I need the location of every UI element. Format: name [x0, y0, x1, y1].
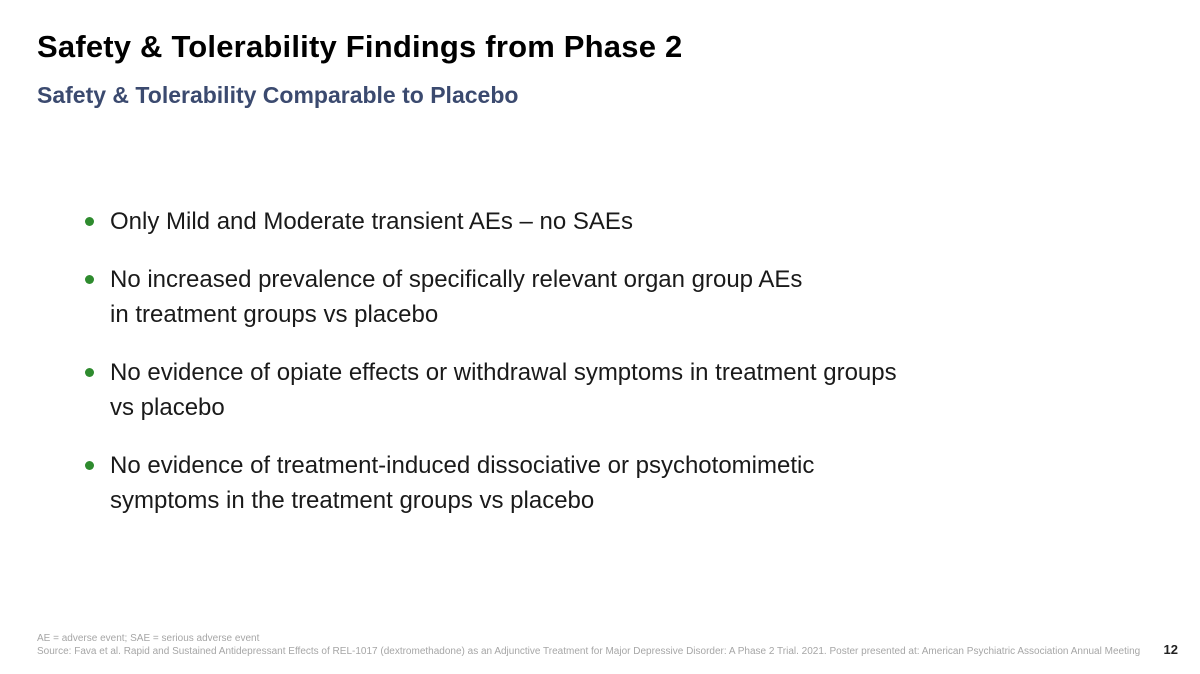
bullet-dot-icon	[85, 275, 94, 284]
slide-subtitle: Safety & Tolerability Comparable to Placebo	[37, 82, 519, 108]
footnote: AE = adverse event; SAE = serious adverse event	[37, 633, 260, 644]
source-citation: Source: Fava et al. Rapid and Sustained Antidepressant Effects of REL-1017 (dextromethadone) as an Adjunctive Treatment for Major Depressive Disorder: A Phase 2 Trial. 2021. Poster presented at: American Psychiatric Association Annual Meeting	[37, 646, 1141, 657]
bullet-item	[85, 262, 897, 332]
bullet-line: vs placebo	[110, 394, 225, 421]
bullet-item	[85, 448, 897, 518]
bullet-list	[85, 204, 897, 541]
page-title: Safety & Tolerability Findings from Phase 2	[37, 29, 683, 64]
bullet-line: No increased prevalence of specifically relevant organ group AEs	[110, 266, 803, 293]
bullet-dot-icon	[85, 368, 94, 377]
bullet-item	[85, 204, 897, 239]
bullet-dot-icon	[85, 461, 94, 470]
bullet-line: Only Mild and Moderate transient AEs – no SAEs	[110, 208, 633, 235]
bullet-item	[85, 355, 897, 425]
bullet-line: symptoms in the treatment groups vs placebo	[110, 487, 595, 514]
bullet-line: No evidence of opiate effects or withdrawal symptoms in treatment groups	[110, 359, 897, 386]
bullet-dot-icon	[85, 217, 94, 226]
page-number: 12	[1163, 642, 1178, 657]
bullet-line: in treatment groups vs placebo	[110, 301, 439, 328]
bullet-line: No evidence of treatment-induced dissociative or psychotomimetic	[110, 452, 815, 479]
